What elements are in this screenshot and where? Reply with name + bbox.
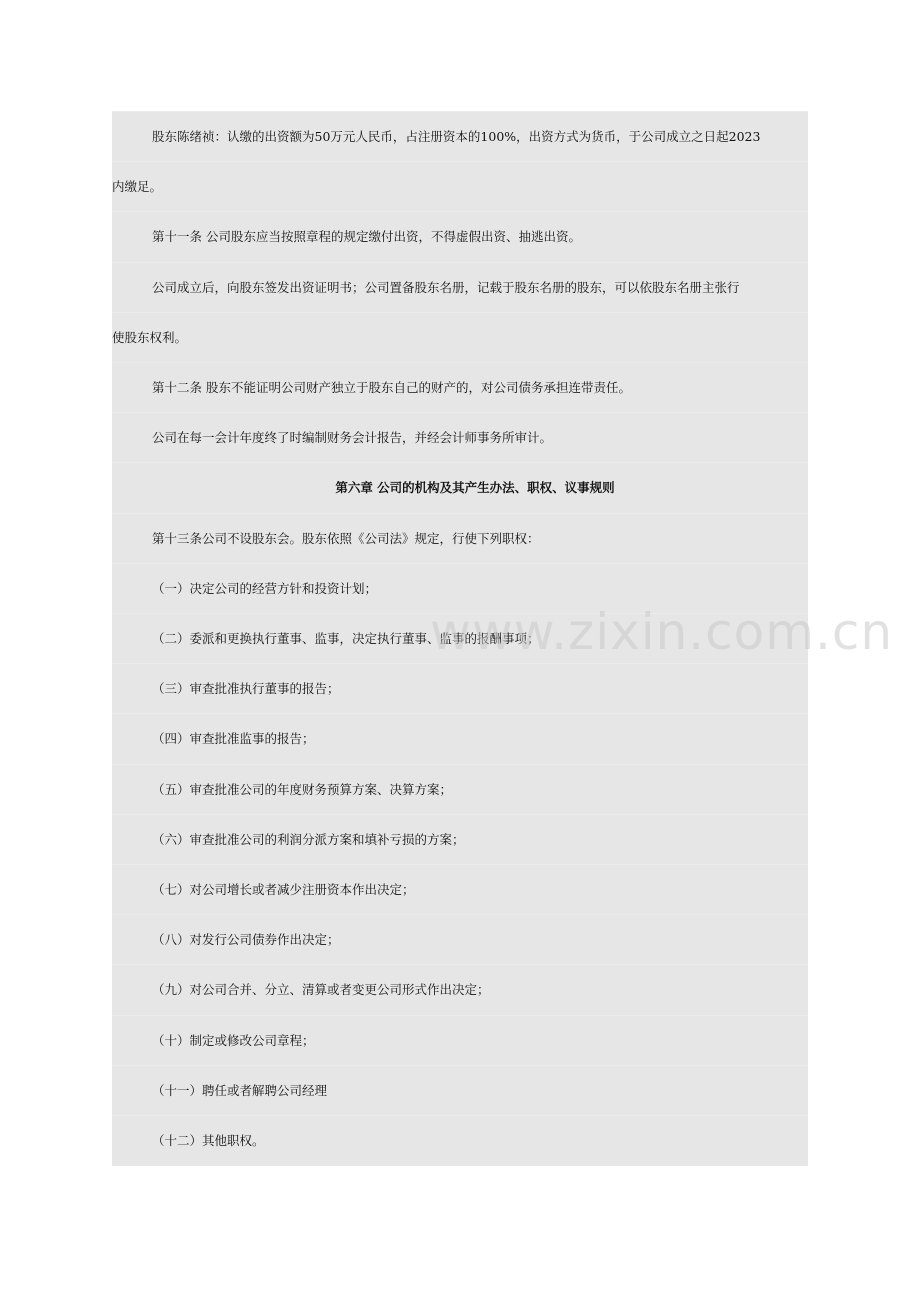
paragraph-line: （十）制定或修改公司章程； (112, 1015, 808, 1065)
paragraph-line: （四）审查批准监事的报告； (112, 713, 808, 763)
paragraph-line: （十二）其他职权。 (112, 1115, 808, 1165)
paragraph-line: （五）审查批准公司的年度财务预算方案、决算方案； (112, 764, 808, 814)
paragraph-line: （八）对发行公司债券作出决定； (112, 914, 808, 964)
paragraph-line: 公司成立后，向股东签发出资证明书；公司置备股东名册，记载于股东名册的股东，可以依股东名册主张行 (112, 262, 808, 312)
paragraph-line: （六）审查批准公司的利润分派方案和填补亏损的方案； (112, 814, 808, 864)
paragraph-line: 第十二条 股东不能证明公司财产独立于股东自己的财产的，对公司债务承担连带责任。 (112, 362, 808, 412)
paragraph-line: （十一）聘任或者解聘公司经理 (112, 1065, 808, 1115)
paragraph-line: （七）对公司增长或者减少注册资本作出决定； (112, 864, 808, 914)
paragraph-line: （一）决定公司的经营方针和投资计划； (112, 563, 808, 613)
chapter-heading: 第六章 公司的机构及其产生办法、职权、议事规则 (112, 462, 808, 512)
paragraph-line: 公司在每一会计年度终了时编制财务会计报告，并经会计师事务所审计。 (112, 412, 808, 462)
paragraph-line: （九）对公司合并、分立、清算或者变更公司形式作出决定； (112, 964, 808, 1014)
paragraph-line: 第十三条公司不设股东会。股东依照《公司法》规定，行使下列职权： (112, 513, 808, 563)
watermark: www.zixin.com.cn (430, 603, 894, 661)
paragraph-line: 第十一条 公司股东应当按照章程的规定缴付出资，不得虚假出资、抽逃出资。 (112, 211, 808, 261)
paragraph-line: 使股东权利。 (112, 312, 808, 362)
paragraph-line: 股东陈绪祯：认缴的出资额为50万元人民币，占注册资本的100%，出资方式为货币，于公司成立之日起2023 (112, 111, 808, 161)
paragraph-line: 内缴足。 (112, 161, 808, 211)
paragraph-line: （三）审查批准执行董事的报告； (112, 663, 808, 713)
paragraph-line: （二）委派和更换执行董事、监事，决定执行董事、监事的报酬事项； (112, 613, 808, 663)
